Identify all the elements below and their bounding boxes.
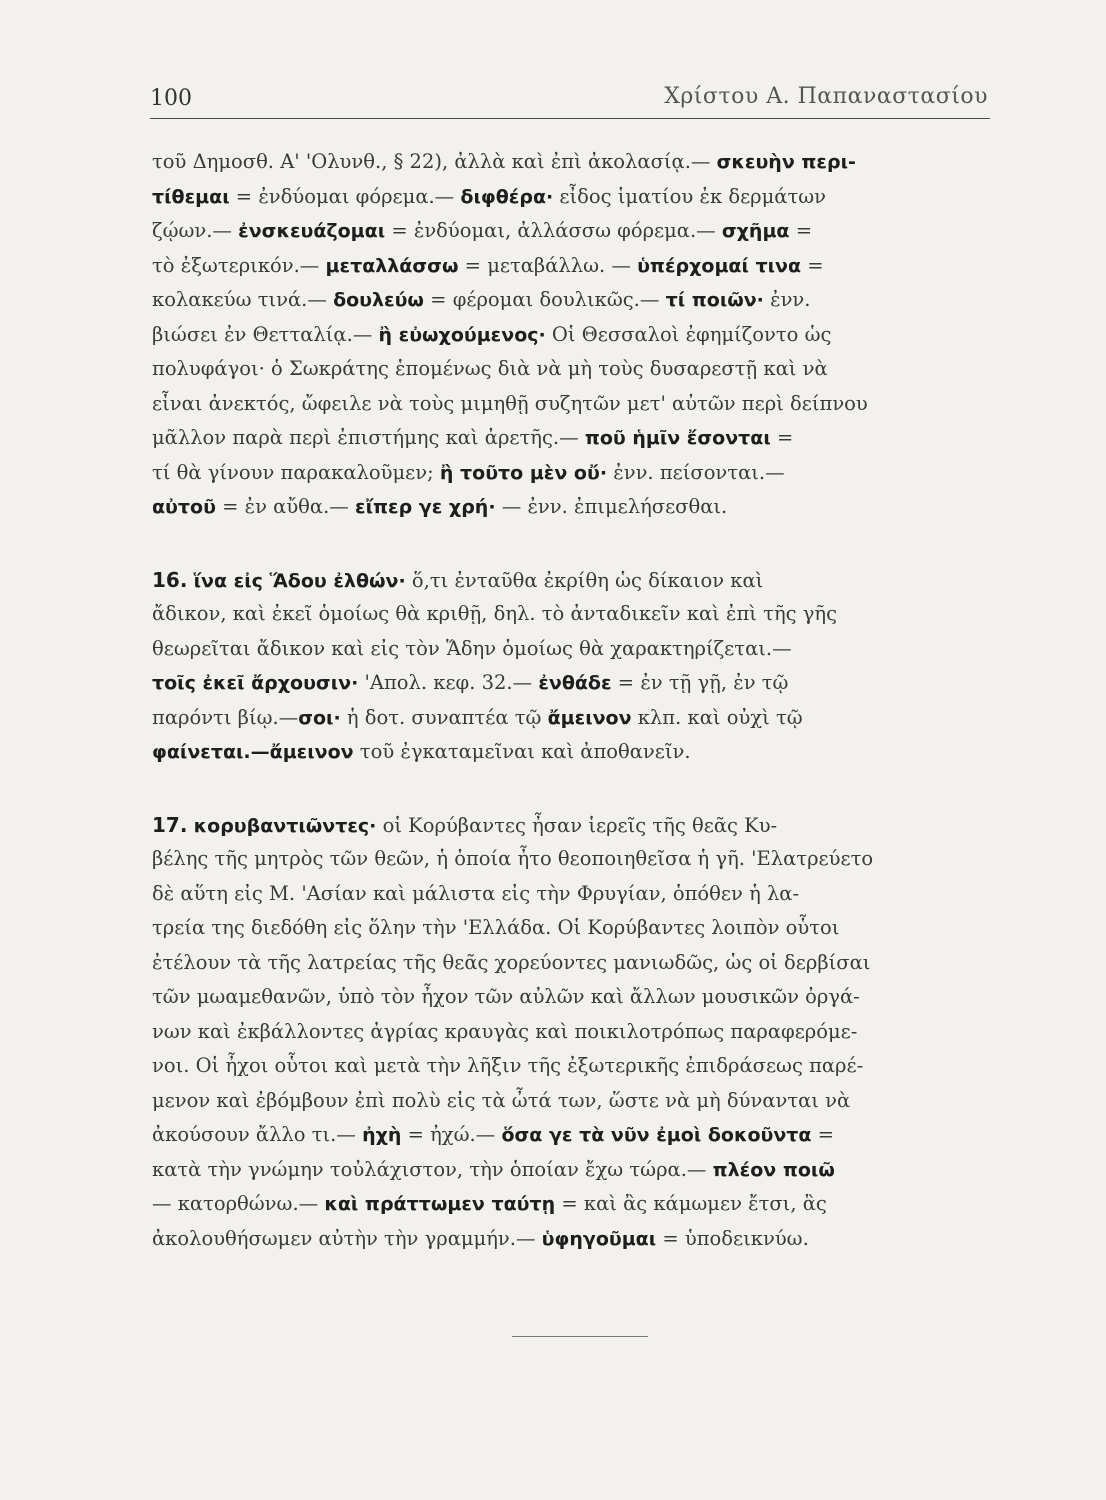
paragraph-gap	[152, 525, 990, 563]
text-segment: =	[811, 1123, 834, 1146]
lemma: ἐνθάδε	[538, 672, 612, 694]
text-segment: νοι. Οἱ ἦχοι οὗτοι καὶ μετὰ τὴν λῆξιν τῆς ἐξωτερικῆς ἐπιδράσεως παρέ-	[152, 1054, 864, 1077]
text-line	[152, 563, 990, 598]
text-line	[152, 877, 990, 912]
lemma: σχῆμα	[721, 220, 790, 242]
text-segment: — κατορθώνω.—	[152, 1192, 325, 1215]
text-line	[152, 842, 990, 877]
text-line	[152, 145, 990, 180]
lemma: ἢ τοῦτο μὲν οὔ·	[439, 461, 608, 484]
text-segment: = καὶ ἂς κάμωμεν ἔτσι, ἂς	[555, 1192, 827, 1215]
text-line	[152, 352, 990, 387]
text-segment: = ἐνδύομαι, ἀλλάσσω φόρεμα.—	[385, 219, 722, 242]
text-segment: =	[770, 426, 794, 449]
text-line	[152, 490, 990, 525]
page-number: 100	[150, 86, 192, 111]
text-line	[152, 1187, 990, 1222]
lemma: σκευὴν περι-	[716, 151, 856, 173]
text-segment: τοῦ Δημοσθ. Α' 'Ολυνθ., § 22), ἀλλὰ καὶ ἐπὶ ἀκολασίᾳ.—	[152, 150, 717, 173]
lemma: τοῖς ἐκεῖ ἄρχουσιν·	[152, 672, 359, 694]
text-segment: κολακεύω τινά.—	[152, 288, 334, 311]
text-segment: τρεία της διεδόθη εἰς ὅλην τὴν 'Ελλάδα. Οἱ Κορύβαντες λοιπὸν οὗτοι	[152, 916, 840, 939]
text-segment: βιώσει ἐν Θετταλίᾳ.—	[152, 322, 379, 346]
lemma: ἐνσκευάζομαι	[238, 220, 386, 242]
text-segment: πολυφάγοι· ὁ Σωκράτης ἑπομένως διὰ νὰ μὴ τοὺς δυσαρεστῇ καὶ νὰ	[152, 357, 828, 380]
text-segment: ἡ δοτ. συναπτέα τῷ	[340, 705, 548, 729]
text-line	[152, 808, 990, 843]
text-segment: εἶδος ἱματίου ἐκ δερμάτων	[553, 184, 827, 208]
text-line	[152, 1049, 990, 1084]
paragraph-gap	[152, 770, 990, 808]
text-segment: τοῦ ἐγκαταμεῖναι καὶ ἀποθανεῖν.	[353, 740, 691, 763]
text-segment: = ἐνδύομαι φόρεμα.—	[229, 184, 461, 208]
text-segment: = ἐν αὔθα.—	[215, 495, 355, 518]
lemma: ὑπέρχομαί τινα	[637, 254, 802, 277]
text-segment: τῶν μωαμεθανῶν, ὑπὸ τὸν ἦχον τῶν αὐλῶν καὶ ἄλλων μουσικῶν ὀργά-	[152, 985, 860, 1008]
text-line	[152, 1222, 990, 1257]
lemma: εἴπερ γε χρή·	[355, 496, 496, 518]
lemma: ἄμεινον	[547, 706, 632, 729]
text-segment: = ἐν τῇ γῇ, ἐν τῷ	[611, 671, 789, 694]
lemma: τί ποιῶν·	[665, 289, 764, 311]
text-segment: παρόντι βίῳ.—	[152, 705, 299, 729]
text-segment: μᾶλλον παρὰ περὶ ἐπιστήμης καὶ ἀρετῆς.—	[152, 426, 585, 449]
lemma: ἢ εὐωχούμενος·	[378, 323, 546, 346]
text-line	[152, 249, 990, 284]
text-segment: ἐνν. πείσονται.—	[607, 460, 785, 484]
text-segment: κατὰ τὴν γνώμην τοὐλάχιστον, τὴν ὁποίαν ἔχω τώρα.—	[152, 1157, 713, 1181]
text-segment: = μεταβάλλω. —	[458, 253, 638, 277]
text-segment: ἀκούσουν ἄλλο τι.—	[152, 1123, 363, 1146]
text-line	[152, 283, 990, 318]
text-segment: θεωρεῖται ἄδικον καὶ εἰς τὸν Ἅδην ὁμοίως θὰ χαρακτηρίζεται.—	[152, 636, 792, 660]
text-segment: βέλης τῆς μητρὸς τῶν θεῶν, ἡ ὁποία ἦτο θεοποιηθεῖσα ἡ γῆ. 'Ελατρεύετο	[152, 847, 874, 870]
lemma: μεταλλάσσω	[325, 254, 459, 277]
text-line	[152, 632, 990, 667]
lemma: τίθεμαι	[152, 185, 230, 208]
text-segment: κλπ. καὶ οὐχὶ τῷ	[631, 705, 803, 729]
end-rule	[512, 1336, 648, 1337]
text-line	[152, 180, 990, 215]
lemma: ἵνα εἰς Ἅδου ἐλθών·	[193, 569, 406, 592]
text-segment: =	[801, 253, 824, 277]
text-segment: οἱ Κορύβαντες ἦσαν ἱερεῖς τῆς θεᾶς Κυ-	[376, 813, 778, 837]
lemma: ποῦ ἡμῖν ἔσονται	[584, 427, 771, 449]
text-line	[152, 946, 990, 981]
text-line	[152, 1084, 990, 1119]
note-number: 16.	[152, 567, 188, 592]
text-segment: = ἠχώ.—	[401, 1123, 502, 1146]
text-segment: δὲ αὕτη εἰς Μ. 'Ασίαν καὶ μάλιστα εἰς τὴν Φρυγίαν, ὁπόθεν ἡ λα-	[152, 881, 800, 905]
lemma: ὅσα γε τὰ νῦν ἐμοὶ δοκοῦντα	[501, 1124, 812, 1146]
lemma: φαίνεται.—ἄμεινον	[152, 741, 354, 763]
text-segment: = φέρομαι δουλικῶς.—	[423, 288, 666, 311]
text-segment: ἐνν.	[763, 288, 811, 311]
text-segment: νων καὶ ἐκβάλλοντες ἀγρίας κραυγὰς καὶ ποικιλοτρόπως παραφερόμε-	[152, 1019, 858, 1043]
text-line	[152, 701, 990, 736]
text-segment: 'Απολ. κεφ. 32.—	[358, 671, 539, 694]
note-15	[152, 145, 990, 525]
text-line	[152, 421, 990, 456]
note-16	[152, 563, 990, 770]
text-line	[152, 214, 990, 249]
text-line	[152, 911, 990, 946]
text-segment: τὸ ἐξωτερικόν.—	[152, 253, 326, 277]
lemma: δουλεύω	[333, 289, 424, 311]
note-17	[152, 808, 990, 1257]
lemma: διφθέρα·	[460, 185, 554, 208]
text-segment: ἀκολουθήσωμεν αὐτὴν τὴν γραμμήν.—	[152, 1226, 542, 1250]
text-line	[152, 735, 990, 770]
note-number: 17.	[152, 812, 188, 837]
lemma: καὶ πράττωμεν ταύτῃ	[324, 1193, 556, 1215]
text-line	[152, 980, 990, 1015]
text-segment: ἄδικον, καὶ ἐκεῖ ὁμοίως θὰ κριθῇ, δηλ. τὸ ἀνταδικεῖν καὶ ἐπὶ τῆς γῆς	[152, 602, 838, 625]
text-segment: Οἱ Θεσσαλοὶ ἐφημίζοντο ὡς	[545, 322, 832, 346]
text-segment: μενον καὶ ἐβόμβουν ἐπὶ πολὺ εἰς τὰ ὦτά των, ὥστε νὰ μὴ δύνανται νὰ	[152, 1088, 851, 1112]
text-line	[152, 1153, 990, 1188]
lemma: σοι·	[298, 706, 341, 729]
lemma: πλέον ποιῶ	[712, 1158, 835, 1181]
text-segment: =	[789, 219, 813, 242]
text-line	[152, 1015, 990, 1050]
running-head: Χρίστου Α. Παπαναστασίου	[664, 84, 988, 109]
text-segment: ὅ,τι ἐνταῦθα ἐκρίθη ὡς δίκαιον καὶ	[405, 568, 764, 592]
text-line	[152, 666, 990, 701]
text-line	[152, 387, 990, 422]
lemma: ὑφηγοῦμαι	[541, 1227, 657, 1250]
text-segment: = ὑποδεικνύω.	[656, 1226, 809, 1250]
commentary-text	[152, 145, 990, 1256]
text-line	[152, 456, 990, 491]
lemma: κορυβαντιῶντες·	[193, 814, 377, 837]
page-header	[150, 78, 990, 119]
text-segment: — ἐνν. ἐπιμελήσεσθαι.	[495, 495, 728, 518]
lemma: ἠχὴ	[362, 1124, 402, 1146]
text-segment: εἶναι ἀνεκτός, ὤφειλε νὰ τοὺς μιμηθῇ συζητῶν μετ' αὐτῶν περὶ δείπνου	[152, 391, 868, 415]
text-line	[152, 1118, 990, 1153]
text-segment: τί θὰ γίνουν παρακαλοῦμεν;	[152, 460, 440, 484]
text-segment: ζῴων.—	[152, 219, 239, 242]
text-segment: ἐτέλουν τὰ τῆς λατρείας τῆς θεᾶς χορεύοντες μανιωδῶς, ὡς οἱ δερβίσαι	[152, 950, 871, 974]
text-line	[152, 597, 990, 632]
lemma: αὐτοῦ	[152, 496, 216, 518]
text-line	[152, 318, 990, 353]
